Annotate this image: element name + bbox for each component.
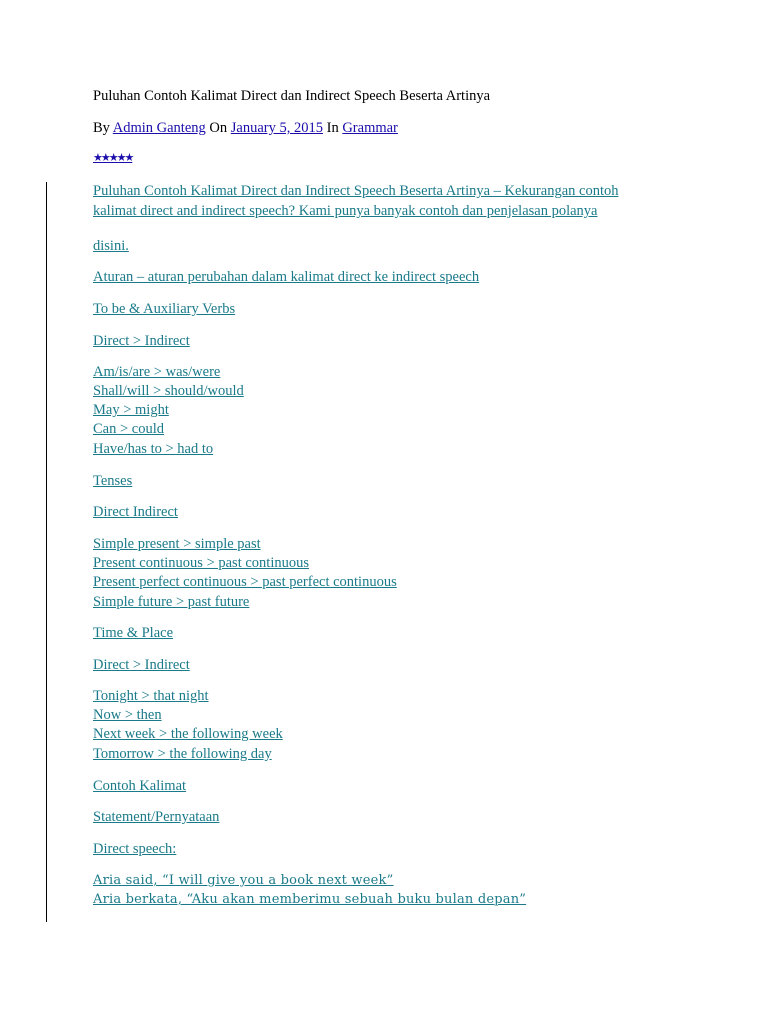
intro-line-1[interactable]: Puluhan Contoh Kalimat Direct dan Indirect Speech Beserta Artinya – Kekurangan contoh [93, 183, 619, 199]
time-row[interactable]: Now > then [93, 707, 162, 723]
tenses-row[interactable]: Simple future > past future [93, 594, 250, 610]
tobe-header[interactable]: Direct > Indirect [93, 333, 190, 349]
tenses-row[interactable]: Present continuous > past continuous [93, 555, 309, 571]
time-header[interactable]: Direct > Indirect [93, 657, 190, 673]
article-title: Puluhan Contoh Kalimat Direct dan Indirect Speech Beserta Artinya [93, 88, 491, 104]
tenses-row[interactable]: Simple present > simple past [93, 536, 261, 552]
byline-in: In [322, 120, 343, 136]
statement-heading[interactable]: Statement/Pernyataan [93, 809, 220, 825]
rules-heading[interactable]: Aturan – aturan perubahan dalam kalimat direct ke indirect speech [93, 269, 480, 285]
section-tobe[interactable]: To be & Auxiliary Verbs [93, 301, 236, 317]
byline-by: By [93, 120, 113, 136]
intro-line-2[interactable]: kalimat direct and indirect speech? Kami punya banyak contoh dan penjelasan polanya [93, 203, 598, 219]
direct-speech-label[interactable]: Direct speech: [93, 841, 177, 857]
time-row[interactable]: Tomorrow > the following day [93, 746, 272, 762]
category-link[interactable]: Grammar [342, 120, 398, 136]
rating-stars-icon[interactable]: ★★★★★ [93, 152, 133, 164]
example-english[interactable]: Aria said, “I will give you a book next week” [93, 873, 394, 888]
tenses-header[interactable]: Direct Indirect [93, 504, 178, 520]
tobe-row[interactable]: May > might [93, 402, 169, 418]
tenses-row[interactable]: Present perfect continuous > past perfect continuous [93, 574, 397, 590]
byline-on: On [205, 120, 231, 136]
intro-line-3[interactable]: disini. [93, 238, 129, 254]
tobe-row[interactable]: Shall/will > should/would [93, 383, 244, 399]
section-time-place[interactable]: Time & Place [93, 625, 174, 641]
author-link[interactable]: Admin Ganteng [112, 120, 206, 136]
date-link[interactable]: January 5, 2015 [230, 120, 323, 136]
tobe-row[interactable]: Can > could [93, 421, 164, 437]
section-tenses[interactable]: Tenses [93, 473, 133, 489]
byline [93, 120, 398, 137]
tobe-row[interactable]: Have/has to > had to [93, 441, 214, 457]
time-row[interactable]: Tonight > that night [93, 688, 209, 704]
quote-bar [46, 182, 47, 922]
section-examples[interactable]: Contoh Kalimat [93, 778, 187, 794]
tobe-row[interactable]: Am/is/are > was/were [93, 364, 221, 380]
example-indonesian[interactable]: Aria berkata, “Aku akan memberimu sebuah buku bulan depan” [93, 892, 527, 907]
time-row[interactable]: Next week > the following week [93, 726, 283, 742]
